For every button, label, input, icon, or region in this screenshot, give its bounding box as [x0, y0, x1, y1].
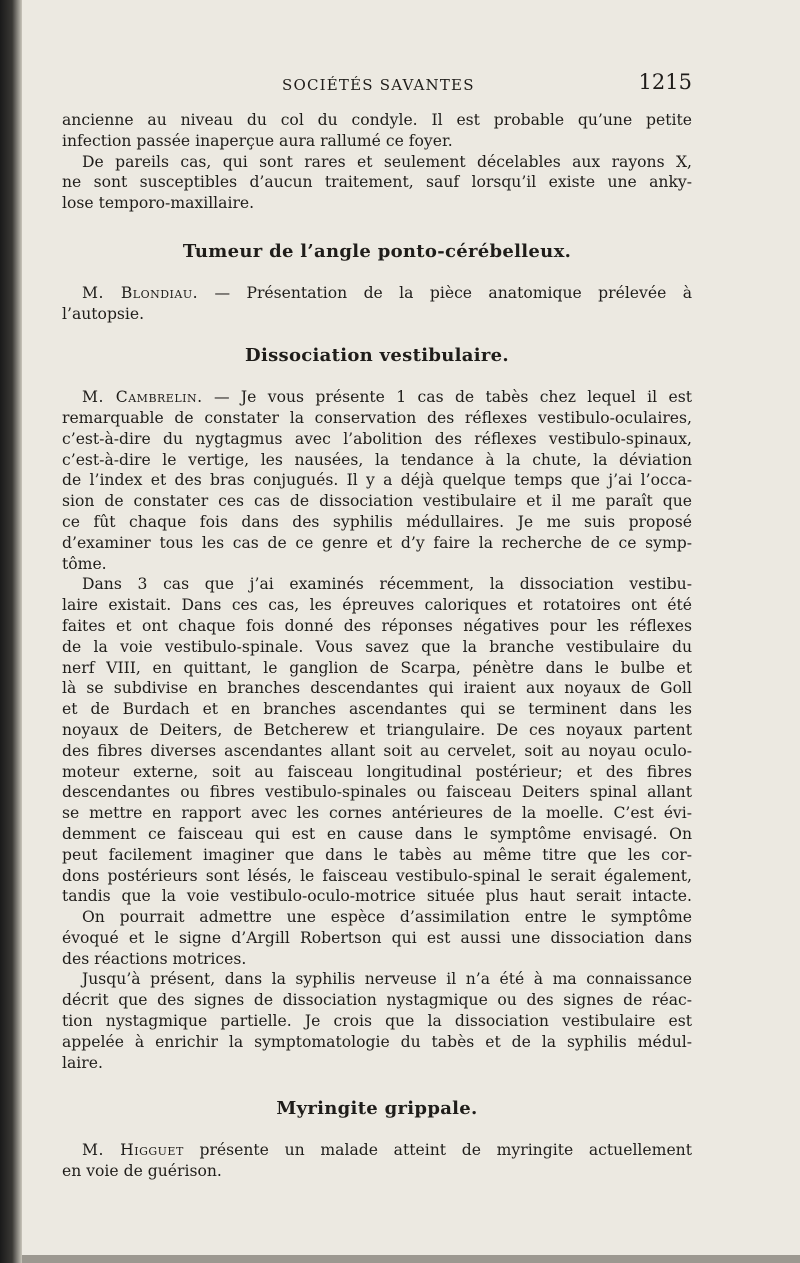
running-header [62, 70, 692, 100]
section-heading-myringite: Myringite grippale. [276, 1098, 478, 1120]
text-line: se mettre en rapport avec les cornes antérieures de la moelle. C’est évi- [62, 804, 692, 823]
text-line: remarquable de constater la conservation des réflexes vestibulo-oculaires, [62, 408, 692, 427]
text-line: évoqué et le signe d’Argill Robertson qui est aussi une dissociation dans [62, 928, 692, 947]
text-line: nerf VIII, en quittant, le ganglion de Scarpa, pénètre dans le bulbe et [62, 658, 692, 677]
text-line [62, 387, 692, 408]
text-line: l’autopsie. [62, 304, 145, 323]
text-line: là se subdivise en branches descendantes qui iraient aux noyaux de Goll [62, 679, 692, 698]
text-line: de l’index et des bras conjugués. Il y a déjà quelque temps que j’ai l’occa- [62, 471, 692, 490]
text-line: tion nystagmique partielle. Je crois que la dissociation vestibulaire est [62, 1012, 692, 1031]
page [22, 0, 800, 1255]
section-heading-dissociation: Dissociation vestibulaire. [245, 345, 509, 367]
text-line: appelée à enrichir la symptomatologie du tabès et de la syphilis médul- [62, 1032, 692, 1051]
text-line: des fibres diverses ascendantes allant soit au cervelet, soit au noyau oculo- [62, 741, 692, 760]
paragraph [62, 574, 692, 907]
text-line: c’est-à-dire du nygtagmus avec l’abolition des réflexes vestibulo-spinaux, [62, 429, 692, 448]
text-line: moteur externe, soit au faisceau longitudinal postérieur; et des fibres [62, 762, 692, 781]
running-title: SOCIÉTÉS SAVANTES [282, 76, 475, 94]
text-line: sion de constater ces cas de dissociation vestibulaire et il me paraît que [62, 492, 692, 511]
speaker-name: M. Cambrelin. [82, 388, 203, 407]
text-line: ancienne au niveau du col du condyle. Il est probable qu’une petite [62, 111, 692, 129]
text-run: — Présentation de la pièce anatomique prélevée à [198, 283, 692, 302]
text-line: en voie de guérison. [62, 1162, 222, 1181]
text-line: tandis que la voie vestibulo-oculo-motrice située plus haut serait intacte. [62, 887, 692, 906]
text-line: laire. [62, 1053, 103, 1072]
paragraph-blondiau [62, 283, 692, 325]
text-line: tôme. [62, 554, 107, 573]
text-line: Jusqu’à présent, dans la syphilis nerveuse il n’a été à ma connaissance [82, 970, 692, 989]
text-line [62, 1140, 692, 1161]
text-line: Dans 3 cas que j’ai examinés récemment, la dissociation vestibu- [82, 575, 692, 594]
body-text [62, 110, 692, 1182]
text-line: descendantes ou fibres vestibulo-spinales ou faisceau Deiters spinal allant [62, 783, 692, 802]
text-line: laire existait. Dans ces cas, les épreuves caloriques et rotatoires ont été [62, 596, 692, 615]
paragraph-cambrelin [62, 387, 692, 574]
text-line: décrit que des signes de dissociation nystagmique ou des signes de réac- [62, 991, 692, 1010]
text-line: lose temporo-maxillaire. [62, 194, 255, 213]
speaker-name: M. Blondiau. [82, 283, 199, 302]
text-line: On pourrait admettre une espèce d’assimilation entre le symptôme [82, 908, 692, 927]
paragraph-higguet [62, 1140, 692, 1182]
section-heading-tumeur: Tumeur de l’angle ponto-cérébelleux. [182, 240, 572, 262]
text-line: de la voie vestibulo-spinale. Vous savez que la branche vestibulaire du [62, 637, 692, 656]
text-run: — Je vous présente 1 cas de tabès chez lequel il est [202, 388, 692, 407]
book-spine-shadow [0, 0, 22, 1263]
paragraph [62, 152, 692, 214]
text-line: peut facilement imaginer que dans le tabès au même titre que les cor- [62, 845, 692, 864]
text-line: demment ce faisceau qui est en cause dans le symptôme envisagé. On [62, 824, 692, 843]
text-line: faites et ont chaque fois donné des réponses négatives pour les réflexes [62, 616, 692, 635]
text-line: infection passée inaperçue aura rallumé ce foyer. [62, 131, 453, 150]
text-line: d’examiner tous les cas de ce genre et d’y faire la recherche de ce symp- [62, 533, 692, 552]
text-line: et de Burdach et en branches ascendantes qui se terminent dans les [62, 700, 692, 719]
paragraph [62, 969, 692, 1073]
text-line: dons postérieurs sont lésés, le faisceau vestibulo-spinal le serait également, [62, 866, 692, 885]
text-line: ne sont susceptibles d’aucun traitement, sauf lorsqu’il existe une anky- [62, 173, 692, 192]
text-line [62, 283, 692, 304]
speaker-name: M. Higguet [82, 1141, 184, 1160]
page-number: 1215 [638, 70, 692, 94]
text-run: présente un malade atteint de myringite actuellement [183, 1141, 692, 1160]
text-line: ce fût chaque fois dans des syphilis médullaires. Je me suis proposé [62, 512, 692, 531]
paragraph-continued [62, 110, 692, 152]
text-line: c’est-à-dire le vertige, les nausées, la tendance à la chute, la déviation [62, 450, 692, 469]
text-line: des réactions motrices. [62, 949, 247, 968]
text-line: De pareils cas, qui sont rares et seulement décelables aux rayons X, [82, 152, 692, 171]
paragraph [62, 907, 692, 969]
text-line: noyaux de Deiters, de Betcherew et triangulaire. De ces noyaux partent [62, 720, 692, 739]
